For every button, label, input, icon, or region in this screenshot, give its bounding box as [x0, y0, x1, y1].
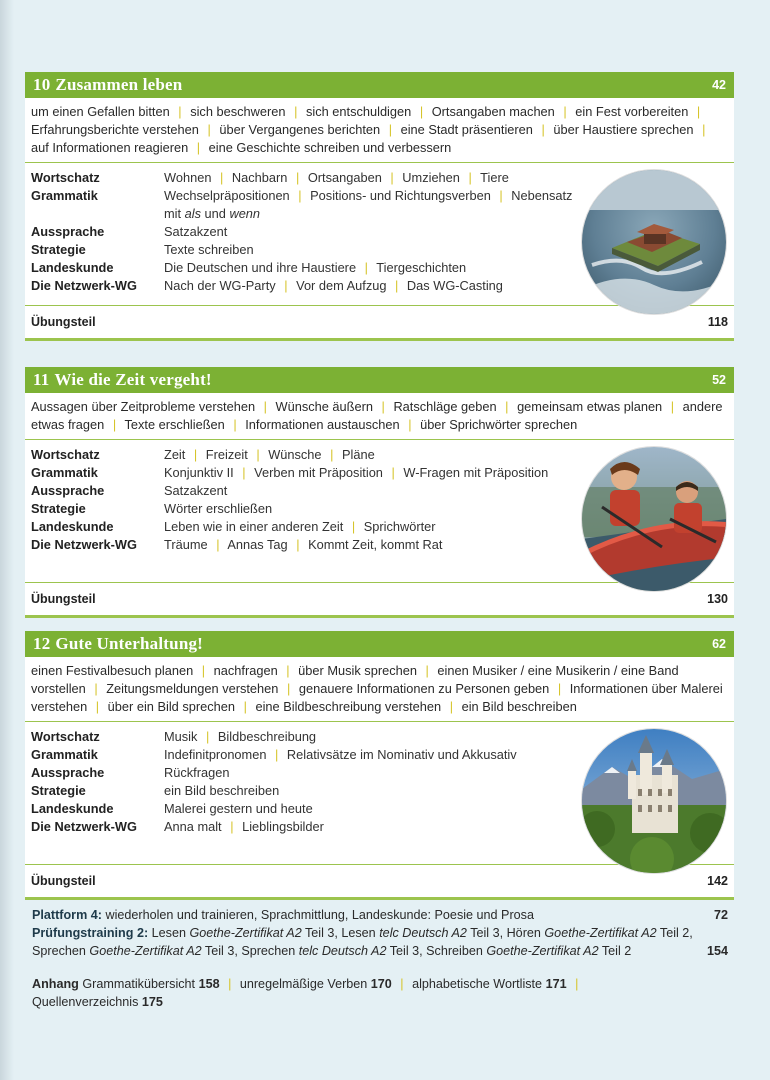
chapter-11	[25, 367, 734, 618]
canoe-photo	[582, 447, 726, 591]
chapter-title	[33, 75, 182, 95]
goal-item: über Musik sprechen	[298, 663, 417, 678]
detail-label: Die Netzwerk-WG	[31, 537, 137, 552]
detail-value	[164, 482, 584, 500]
goal-item: über Vergangenes berichten	[219, 122, 381, 137]
pruefung-label: Prüfungstraining 2:	[32, 926, 149, 940]
chapter-title-text: Wie die Zeit vergeht!	[54, 370, 212, 389]
detail-value	[164, 818, 584, 836]
detail-item: Malerei gestern und heute	[164, 801, 313, 816]
detail-value	[164, 500, 584, 518]
detail-item: Wechselpräpositionen	[164, 188, 290, 203]
anhang-item: Quellenverzeichnis 175	[32, 995, 163, 1009]
chapter-details	[25, 163, 734, 305]
goal-item: einen Musiker / eine Musikerin / eine Band vorstellen	[31, 663, 679, 696]
detail-item: Zeit	[164, 447, 186, 462]
detail-item: Tiere	[480, 170, 509, 185]
separator-bar: |	[468, 170, 472, 185]
uebungsteil-row	[25, 582, 734, 615]
detail-item: Nebensatz mit als und wenn	[164, 188, 573, 221]
detail-item: W-Fragen mit Präposition	[403, 465, 549, 480]
detail-item: Verben mit Präposition	[254, 465, 383, 480]
chapter-page-number: 42	[712, 78, 726, 92]
detail-label: Wortschatz	[31, 447, 100, 462]
separator-bar: |	[286, 663, 290, 678]
separator-bar: |	[296, 537, 300, 552]
separator-bar: |	[541, 122, 545, 137]
separator-bar: |	[263, 399, 267, 414]
uebungsteil-label: Übungsteil	[31, 874, 96, 888]
goal-item: eine Stadt präsentieren	[400, 122, 533, 137]
chapter-header	[25, 72, 734, 98]
detail-label: Strategie	[31, 783, 86, 798]
detail-item: Umziehen	[402, 170, 460, 185]
separator-bar: |	[298, 188, 302, 203]
separator-bar: |	[702, 122, 706, 137]
chapter-body	[25, 393, 734, 618]
separator-bar: |	[205, 729, 210, 744]
detail-item: Sprichwörter	[363, 519, 436, 534]
detail-value	[164, 464, 584, 482]
chapter-body	[25, 98, 734, 341]
plattform-label: Plattform 4:	[32, 908, 102, 922]
separator-bar: |	[408, 417, 412, 432]
uebungsteil-label: Übungsteil	[31, 315, 96, 329]
page-edge	[0, 0, 14, 1080]
goal-item: über Sprichwörter sprechen	[420, 417, 578, 432]
goal-item: andere etwas fragen	[31, 399, 723, 432]
separator-bar: |	[505, 399, 509, 414]
goal-item: über Haustiere sprechen	[553, 122, 694, 137]
separator-bar: |	[94, 681, 98, 696]
separator-bar: |	[256, 447, 260, 462]
detail-item: Leben wie in einer anderen Zeit	[164, 519, 344, 534]
chapter-goals	[25, 657, 734, 722]
plattform-entry	[32, 906, 728, 924]
separator-bar: |	[295, 170, 300, 185]
separator-bar: |	[228, 977, 232, 991]
detail-label: Aussprache	[31, 224, 105, 239]
detail-value	[164, 259, 584, 277]
anhang-item: alphabetische Wortliste 171	[412, 977, 567, 991]
anhang-items	[32, 977, 583, 1009]
detail-label: Strategie	[31, 501, 86, 516]
detail-item: Kommt Zeit, kommt Rat	[308, 537, 443, 552]
detail-value	[164, 169, 584, 187]
chapter-header	[25, 367, 734, 393]
separator-bar: |	[242, 465, 246, 480]
detail-item: Pläne	[342, 447, 375, 462]
detail-label: Wortschatz	[31, 170, 100, 185]
separator-bar: |	[391, 465, 395, 480]
detail-value	[164, 446, 584, 464]
detail-item: Wünsche	[268, 447, 322, 462]
uebungsteil-row	[25, 305, 734, 338]
detail-label: Die Netzwerk-WG	[31, 278, 137, 293]
separator-bar: |	[364, 260, 368, 275]
separator-bar: |	[499, 188, 503, 203]
separator-bar: |	[275, 747, 279, 762]
separator-bar: |	[575, 977, 579, 991]
goal-item: ein Bild beschreiben	[461, 699, 577, 714]
separator-bar: |	[419, 104, 424, 119]
detail-label: Aussprache	[31, 765, 105, 780]
pruefungstraining-entry	[32, 924, 728, 960]
goal-item: Informationen über Malerei verstehen	[31, 681, 723, 714]
detail-item: Texte schreiben	[164, 242, 254, 257]
goal-item: genauere Informationen zu Personen geben	[298, 681, 550, 696]
detail-item: Indefinitpronomen	[164, 747, 267, 762]
goal-item: Informationen austauschen	[245, 417, 400, 432]
chapter-number: 12	[33, 634, 51, 653]
detail-value	[164, 764, 584, 782]
chapter-title	[33, 370, 212, 390]
separator-bar: |	[388, 122, 393, 137]
separator-bar: |	[557, 681, 562, 696]
separator-bar: |	[233, 417, 237, 432]
goal-item: Ortsangaben machen	[431, 104, 555, 119]
goal-item: eine Geschichte schreiben und verbessern	[208, 140, 452, 155]
detail-label: Grammatik	[31, 747, 98, 762]
goal-item: einen Festivalbesuch planen	[31, 663, 194, 678]
chapter-title	[33, 634, 203, 654]
separator-bar: |	[330, 447, 334, 462]
separator-bar: |	[284, 278, 288, 293]
detail-label: Strategie	[31, 242, 86, 257]
detail-value	[164, 241, 584, 259]
separator-bar: |	[243, 699, 247, 714]
detail-item: Ortsangaben	[307, 170, 382, 185]
separator-bar: |	[216, 537, 220, 552]
detail-item: Wohnen	[164, 170, 212, 185]
separator-bar: |	[294, 104, 298, 119]
detail-item: Freizeit	[205, 447, 248, 462]
detail-item: Lieblingsbilder	[242, 819, 324, 834]
detail-item: Anna malt	[164, 819, 222, 834]
detail-item: Musik	[164, 729, 198, 744]
goal-item: um einen Gefallen bitten	[31, 104, 170, 119]
goal-item: Aussagen über Zeitprobleme verstehen	[31, 399, 256, 414]
detail-item: ein Bild beschreiben	[164, 783, 280, 798]
goal-item: über ein Bild sprechen	[107, 699, 235, 714]
detail-label: Landeskunde	[31, 260, 114, 275]
uebungsteil-label: Übungsteil	[31, 592, 96, 606]
detail-item: Nachbarn	[231, 170, 288, 185]
detail-item: Träume	[164, 537, 208, 552]
detail-item: Die Deutschen und ihre Haustiere	[164, 260, 357, 275]
separator-bar: |	[230, 819, 234, 834]
detail-value	[164, 223, 584, 241]
goal-item: ein Fest vorbereiten	[575, 104, 689, 119]
goal-item: Zeitungsmeldungen verstehen	[106, 681, 279, 696]
pruefung-page: 154	[706, 944, 728, 958]
anhang-label: Anhang	[32, 977, 79, 991]
detail-value	[164, 518, 584, 536]
detail-label: Grammatik	[31, 188, 98, 203]
goal-item: sich beschweren	[190, 104, 286, 119]
separator-bar: |	[196, 140, 201, 155]
castle-photo	[582, 729, 726, 873]
separator-bar: |	[381, 399, 385, 414]
separator-bar: |	[286, 681, 291, 696]
chapter-details	[25, 722, 734, 864]
detail-value	[164, 728, 584, 746]
goal-item: eine Bildbeschreibung verstehen	[255, 699, 442, 714]
anhang-entry	[32, 975, 682, 1011]
detail-label: Landeskunde	[31, 519, 114, 534]
separator-bar: |	[95, 699, 100, 714]
detail-label: Grammatik	[31, 465, 98, 480]
detail-item: Positions- und Richtungsverben	[310, 188, 491, 203]
chapter-details	[25, 440, 734, 582]
detail-label: Landeskunde	[31, 801, 114, 816]
separator-bar: |	[178, 104, 182, 119]
separator-bar: |	[449, 699, 454, 714]
detail-value	[164, 746, 584, 764]
separator-bar: |	[563, 104, 567, 119]
uebungsteil-page: 130	[707, 592, 728, 606]
chapter-title-text: Zusammen leben	[55, 75, 183, 94]
anhang-item: Grammatikübersicht 158	[82, 977, 220, 991]
detail-item: Satzakzent	[164, 224, 228, 239]
separator-bar: |	[670, 399, 675, 414]
goal-item: sich entschuldigen	[305, 104, 412, 119]
detail-value	[164, 800, 584, 818]
detail-item: Nach der WG-Party	[164, 278, 276, 293]
detail-item: Bildbeschreibung	[217, 729, 317, 744]
detail-item: Konjunktiv II	[164, 465, 234, 480]
chapter-header	[25, 631, 734, 657]
chapter-title-text: Gute Unterhaltung!	[55, 634, 204, 653]
detail-item: Vor dem Aufzug	[296, 278, 387, 293]
pruefung-text: Lesen Goethe-Zertifikat A2 Teil 3, Lesen telc Deutsch A2 Teil 3, Hören Goethe-Zertifikat A2 Teil 2, Sprechen Goethe-Zertifikat A2 Teil 3, Sprechen telc Deutsch A2 Teil 3, Schreiben Goethe-Zertifikat A2 Teil 2	[32, 926, 693, 958]
detail-label: Wortschatz	[31, 729, 100, 744]
uebungsteil-row	[25, 864, 734, 897]
uebungsteil-page: 142	[707, 874, 728, 888]
separator-bar: |	[193, 447, 198, 462]
detail-item: Rückfragen	[164, 765, 230, 780]
separator-bar: |	[207, 122, 211, 137]
anhang-item: unregelmäßige Verben 170	[239, 977, 392, 991]
separator-bar: |	[390, 170, 394, 185]
detail-label: Aussprache	[31, 483, 105, 498]
plattform-page: 72	[713, 908, 728, 922]
goal-item: gemeinsam etwas planen	[517, 399, 663, 414]
goal-item: Wünsche äußern	[275, 399, 373, 414]
plattform-text: wiederholen und trainieren, Sprachmittlung, Landeskunde: Poesie und Prosa	[105, 908, 534, 922]
separator-bar: |	[425, 663, 429, 678]
goal-item: Texte erschließen	[124, 417, 225, 432]
detail-item: Satzakzent	[164, 483, 228, 498]
separator-bar: |	[395, 278, 399, 293]
goal-item: Erfahrungsberichte verstehen	[31, 122, 199, 137]
goal-item: auf Informationen reagieren	[31, 140, 189, 155]
separator-bar: |	[220, 170, 224, 185]
detail-item: Annas Tag	[227, 537, 288, 552]
chapter-12	[25, 631, 734, 900]
detail-item: Tiergeschichten	[376, 260, 467, 275]
detail-item: Das WG-Casting	[406, 278, 503, 293]
chapter-number: 11	[33, 370, 50, 389]
detail-label: Die Netzwerk-WG	[31, 819, 137, 834]
chapter-body	[25, 657, 734, 900]
island-house-photo	[582, 170, 726, 314]
detail-value	[164, 277, 584, 295]
detail-item: Relativsätze im Nominativ und Akkusativ	[286, 747, 517, 762]
detail-value	[164, 782, 584, 800]
separator-bar: |	[696, 104, 701, 119]
chapter-page-number: 52	[712, 373, 726, 387]
goal-item: nachfragen	[213, 663, 278, 678]
chapter-goals	[25, 393, 734, 440]
separator-bar: |	[201, 663, 206, 678]
detail-value	[164, 187, 584, 223]
chapter-page-number: 62	[712, 637, 726, 651]
detail-value	[164, 536, 584, 554]
chapter-goals	[25, 98, 734, 163]
chapter-10	[25, 72, 734, 341]
separator-bar: |	[400, 977, 404, 991]
uebungsteil-page: 118	[707, 315, 728, 329]
detail-item: Wörter erschließen	[164, 501, 273, 516]
goal-item: Ratschläge geben	[393, 399, 497, 414]
separator-bar: |	[112, 417, 117, 432]
separator-bar: |	[351, 519, 356, 534]
chapter-number: 10	[33, 75, 51, 94]
